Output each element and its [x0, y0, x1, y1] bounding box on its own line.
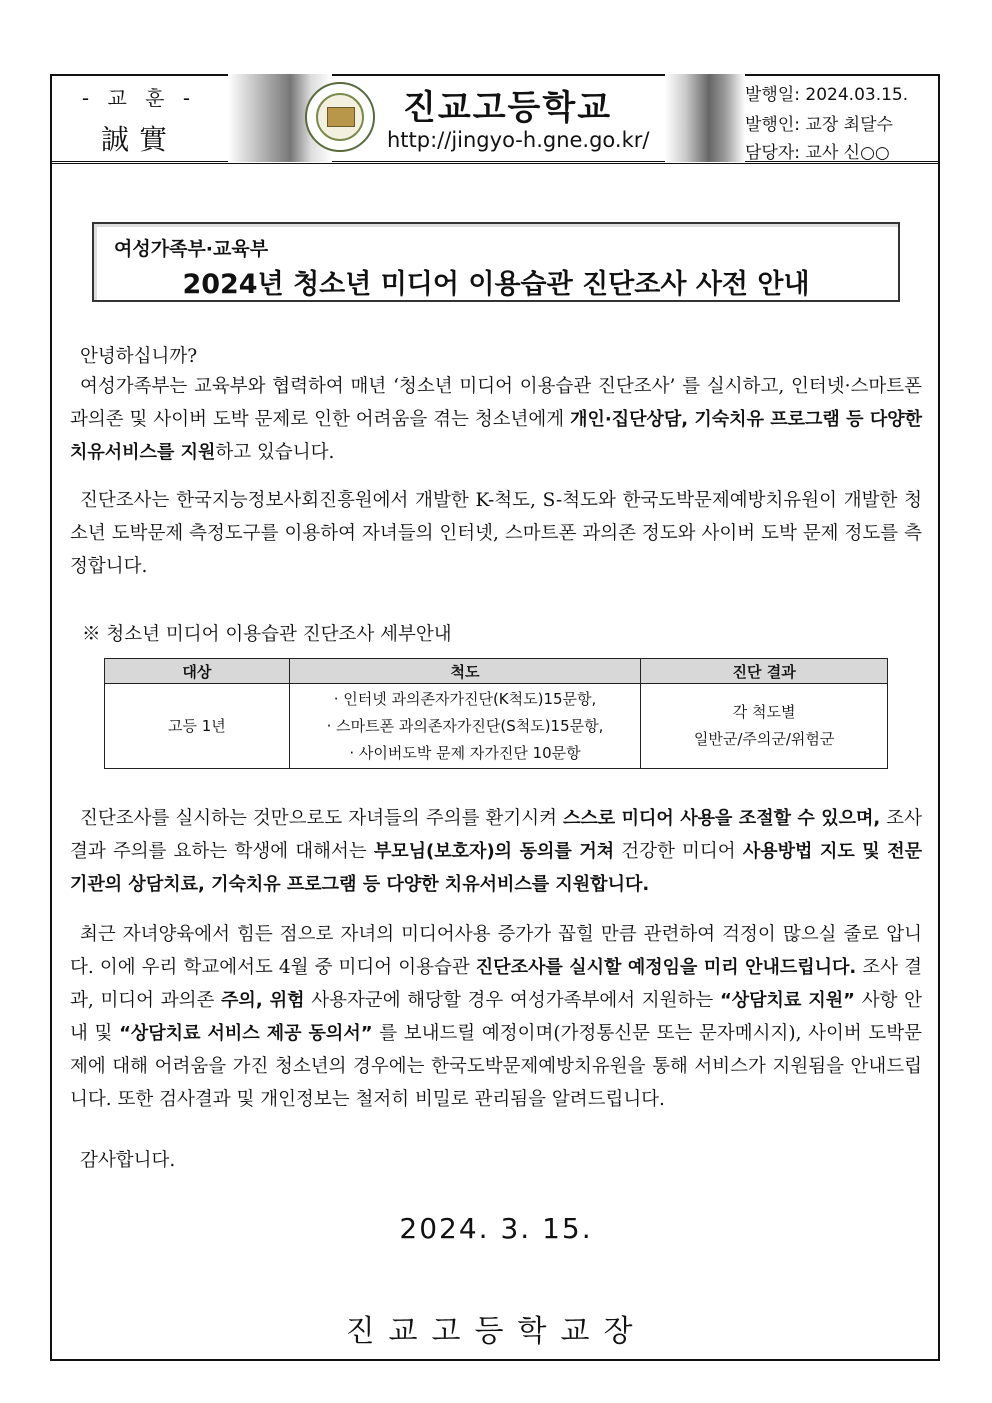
issue-date: 발행일: 2024.03.15. — [745, 85, 909, 105]
header-scale: 척도 — [289, 659, 641, 684]
notice-title: 2024년 청소년 미디어 이용습관 진단조사 사전 안내 — [182, 269, 810, 300]
table-row — [105, 684, 888, 769]
newsletter-header — [50, 74, 940, 164]
school-url[interactable]: http://jingyo-h.gne.go.kr/ — [387, 128, 650, 152]
motto-text: 誠實 — [100, 123, 177, 156]
header-target: 대상 — [105, 659, 290, 684]
motto-title: - 교 훈 - — [81, 86, 197, 110]
school-name: 진교고등학교 — [403, 88, 613, 128]
notice-date: 2024. 3. 15. — [399, 1212, 593, 1245]
paragraph-3: 진단조사를 실시하는 것만으로도 자녀들의 주의를 환기시켜 스스로 미디어 사용을 조절할 수 있으며, 조사결과 주의를 요하는 학생에 대해서는 부모님(보호자)의 동의를 거쳐 건강한 미디어 사용방법 지도 및 전문기관의 상담치료, 기숙치유 프로그램 등 다양한 치유서비스를 지원합니다. — [70, 808, 923, 895]
detail-note: ※ 청소년 미디어 이용습관 진단조사 세부안내 — [82, 624, 452, 645]
school-block — [385, 74, 685, 162]
principal-signature: 진교고등학교장 — [345, 1314, 647, 1349]
paragraph-4: 최근 자녀양육에서 힘든 점으로 자녀의 미디어사용 증가가 꼽힐 만큼 관련하여 걱정이 많으실 줄로 압니다. 이에 우리 학교에서도 4월 중 미디어 이용습관 진단조사를 실시할 예정임을 미리 안내드립니다. 조사 결과, 미디어 과의존 주의, 위험 사용자군에 해당할 경우 여성가족부에서 지원하는 “상담치료 지원” 사항 안내 및 “상담치료 서비스 제공 동의서” 를 보내드릴 예정이며(가정통신문 또는 문자메시지), 사이버 도박문제에 대해 어려움을 가진 청소년의 경우에는 한국도박문제예방치유원을 통해 서비스가 지원됨을 안내드립니다. 또한 검사결과 및 개인정보는 철저히 비밀로 관리됨을 알려드립니다. — [70, 924, 923, 1110]
header-gradient-right — [665, 74, 745, 162]
publication-info — [745, 74, 940, 162]
school-logo-icon — [305, 82, 375, 152]
notice-title-box — [92, 222, 900, 302]
survey-detail-table — [104, 658, 888, 769]
cell-target: 고등 1년 — [105, 684, 290, 769]
cell-result: 각 척도별 일반군/주의군/위험군 — [641, 684, 888, 769]
cell-scale: · 인터넷 과의존자가진단(K척도)15문항, · 스마트폰 과의존자가진단(S척도)15문항, · 사이버도박 문제 자가진단 10문항 — [289, 684, 641, 769]
school-motto — [50, 74, 228, 162]
header-result: 진단 결과 — [641, 659, 888, 684]
publisher: 발행인: 교장 최달수 — [745, 115, 893, 135]
greeting: 안녕하십니까? — [80, 346, 198, 367]
table-header-row — [105, 659, 888, 684]
paragraph-2: 진단조사는 한국지능정보사회진흥원에서 개발한 K-척도, S-척도와 한국도박문제예방치유원이 개발한 청소년 도박문제 측정도구를 이용하여 자녀들의 인터넷, 스마트폰 과의존 정도와 사이버 도박 문제 정도를 측정합니다. — [70, 490, 922, 577]
closing: 감사합니다. — [80, 1150, 176, 1171]
contact-person: 담당자: 교사 신○○ — [745, 143, 890, 163]
paragraph-1: 여성가족부는 교육부와 협력하여 매년 ‘청소년 미디어 이용습관 진단조사’ 를 실시하고, 인터넷·스마트폰 과의존 및 사이버 도박 문제로 인한 어려움을 겪는 청소년에게 개인·집단상담, 기숙치유 프로그램 등 다양한 치유서비스를 지원하고 있습니다. — [70, 376, 922, 463]
issuing-organizations: 여성가족부·교육부 — [114, 238, 269, 260]
